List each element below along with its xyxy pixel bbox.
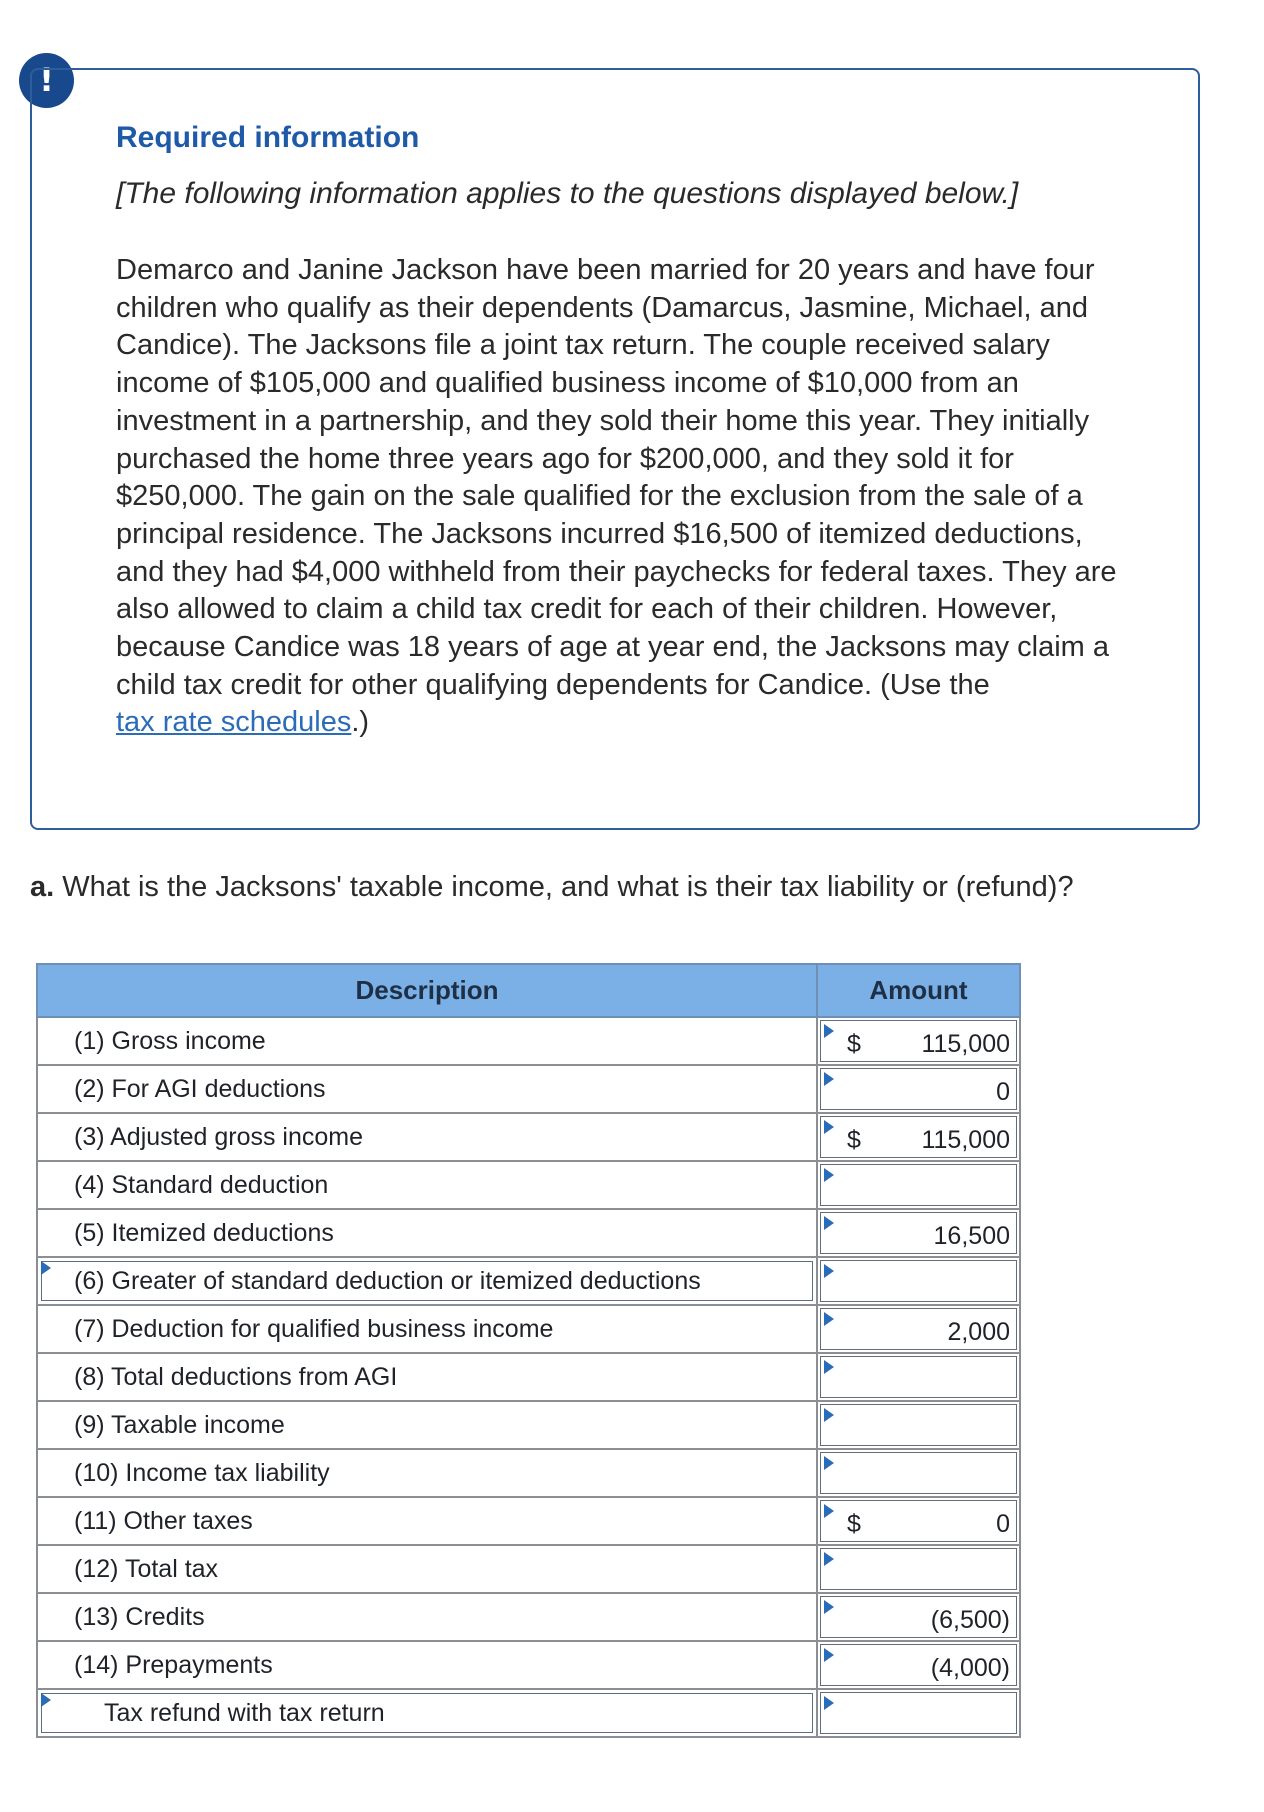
amount-input[interactable]	[820, 1308, 1017, 1350]
row-description-cell	[37, 1593, 817, 1641]
amount-input[interactable]	[820, 1020, 1017, 1062]
row-label: (14) Prepayments	[74, 1650, 273, 1679]
tax-rate-schedules-link[interactable]: tax rate schedules	[116, 706, 352, 739]
row-label: (8) Total deductions from AGI	[74, 1362, 398, 1391]
table-row	[37, 1161, 1020, 1209]
row-label: (13) Credits	[74, 1602, 205, 1631]
amount-value: 0	[996, 1510, 1010, 1538]
row-amount-cell	[817, 1305, 1020, 1353]
answer-flag-icon	[824, 1696, 834, 1710]
info-body-text: Demarco and Janine Jackson have been married for 20 years and have four children who qualify as their dependents (Damarcus, Jasmine, Michael, and Candice). The Jacksons file a joint tax return. The couple received salary income of $105,000 and qualified business income of $10,000 from an investment in a partnership, and they sold their home this year. They initially purchased the home three years ago for $200,000, and they sold it for $250,000. The gain on the sale qualified for the exclusion from the sale of a principal residence. The Jacksons incurred $16,500 of itemized deductions, and they had $4,000 withheld from their paychecks for federal taxes. They are also allowed to claim a child tax credit for each of their children. However, because Candice was 18 years of age at year end, the Jacksons may claim a child tax credit for other qualifying dependents for Candice. (Use the	[116, 254, 1117, 701]
amount-header: Amount	[817, 964, 1020, 1017]
amount-input[interactable]	[820, 1692, 1017, 1734]
row-amount-cell	[817, 1401, 1020, 1449]
row-amount-cell	[817, 1209, 1020, 1257]
dollar-sign: $	[847, 1126, 861, 1154]
row-label: (2) For AGI deductions	[74, 1074, 326, 1103]
answer-flag-icon	[824, 1216, 834, 1230]
row-amount-cell	[817, 1545, 1020, 1593]
amount-input[interactable]	[820, 1596, 1017, 1638]
amount-input[interactable]	[820, 1260, 1017, 1302]
row-amount-cell	[817, 1353, 1020, 1401]
answer-flag-icon	[824, 1552, 834, 1566]
info-title: Required information	[116, 121, 420, 154]
row-description-cell	[37, 1545, 817, 1593]
answer-flag-icon	[824, 1504, 834, 1518]
amount-input[interactable]	[820, 1212, 1017, 1254]
row-description-cell	[37, 1641, 817, 1689]
table-row	[37, 1209, 1020, 1257]
row-label: (12) Total tax	[74, 1554, 219, 1583]
description-header: Description	[37, 964, 817, 1017]
row-description-cell	[37, 1305, 817, 1353]
amount-value: 0	[996, 1078, 1010, 1106]
row-amount-cell	[817, 1641, 1020, 1689]
row-description-cell	[37, 1113, 817, 1161]
row-label: (7) Deduction for qualified business income	[74, 1314, 554, 1343]
row-description-cell	[37, 1401, 817, 1449]
info-body	[116, 252, 1126, 742]
dollar-sign: $	[847, 1510, 861, 1538]
required-information-panel	[30, 68, 1200, 830]
row-label: (3) Adjusted gross income	[74, 1122, 364, 1151]
tax-worksheet-table	[36, 963, 1021, 1738]
row-label: (4) Standard deduction	[74, 1170, 329, 1199]
table-row	[37, 1065, 1020, 1113]
row-description-cell	[37, 1497, 817, 1545]
table-row	[37, 1113, 1020, 1161]
row-description-cell[interactable]	[37, 1689, 817, 1737]
row-label: (1) Gross income	[74, 1026, 266, 1055]
amount-value: (6,500)	[930, 1606, 1010, 1634]
amount-input[interactable]	[820, 1356, 1017, 1398]
answer-flag-icon	[824, 1264, 834, 1278]
table-header-row	[37, 964, 1020, 1017]
amount-value: 115,000	[921, 1030, 1010, 1058]
amount-input[interactable]	[820, 1164, 1017, 1206]
row-amount-cell	[817, 1017, 1020, 1065]
table-row	[37, 1257, 1020, 1305]
amount-input[interactable]	[820, 1644, 1017, 1686]
row-description-cell	[37, 1017, 817, 1065]
row-label: (5) Itemized deductions	[74, 1218, 334, 1247]
amount-value: 115,000	[921, 1126, 1010, 1154]
table-row	[37, 1689, 1020, 1737]
amount-value: 16,500	[933, 1222, 1010, 1250]
table-row	[37, 1305, 1020, 1353]
row-description-cell	[37, 1065, 817, 1113]
table-row	[37, 1497, 1020, 1545]
row-label: (11) Other taxes	[74, 1506, 253, 1535]
row-amount-cell	[817, 1593, 1020, 1641]
row-label: (9) Taxable income	[74, 1410, 285, 1439]
row-description-cell[interactable]	[37, 1257, 817, 1305]
answer-flag-icon	[824, 1312, 834, 1326]
row-description-cell	[37, 1449, 817, 1497]
alert-icon: !	[19, 53, 74, 108]
answer-flag-icon	[824, 1408, 834, 1422]
amount-value: (4,000)	[930, 1654, 1010, 1682]
row-description-cell	[37, 1353, 817, 1401]
row-description-cell	[37, 1209, 817, 1257]
amount-input[interactable]	[820, 1500, 1017, 1542]
amount-input[interactable]	[820, 1452, 1017, 1494]
table-row	[37, 1401, 1020, 1449]
table-row	[37, 1545, 1020, 1593]
answer-flag-icon	[824, 1360, 834, 1374]
table-row	[37, 1641, 1020, 1689]
row-amount-cell	[817, 1689, 1020, 1737]
amount-value: 2,000	[947, 1318, 1010, 1346]
amount-input[interactable]	[820, 1116, 1017, 1158]
question-label: a.	[30, 871, 55, 903]
table-row	[37, 1593, 1020, 1641]
amount-input[interactable]	[820, 1548, 1017, 1590]
row-amount-cell	[817, 1065, 1020, 1113]
info-body-end: .)	[351, 706, 370, 739]
question-text: What is the Jacksons' taxable income, and what is their tax liability or (refund)?	[62, 871, 1074, 903]
row-amount-cell	[817, 1161, 1020, 1209]
question-a	[30, 869, 1074, 905]
table-row	[37, 1353, 1020, 1401]
row-label: (10) Income tax liability	[74, 1458, 330, 1487]
table-row	[37, 1449, 1020, 1497]
amount-input[interactable]	[820, 1068, 1017, 1110]
dollar-sign: $	[847, 1030, 861, 1058]
answer-flag-icon	[41, 1693, 51, 1707]
answer-flag-icon	[824, 1072, 834, 1086]
table-row	[37, 1017, 1020, 1065]
row-label: Tax refund with tax return	[104, 1698, 385, 1727]
answer-flag-icon	[41, 1261, 51, 1275]
row-amount-cell	[817, 1257, 1020, 1305]
answer-flag-icon	[824, 1024, 834, 1038]
row-label: (6) Greater of standard deduction or itemized deductions	[74, 1266, 701, 1295]
info-subtitle: [The following information applies to the questions displayed below.]	[116, 177, 1019, 210]
amount-input[interactable]	[820, 1404, 1017, 1446]
answer-flag-icon	[824, 1648, 834, 1662]
answer-flag-icon	[824, 1168, 834, 1182]
row-amount-cell	[817, 1449, 1020, 1497]
answer-flag-icon	[824, 1456, 834, 1470]
row-description-cell	[37, 1161, 817, 1209]
row-amount-cell	[817, 1497, 1020, 1545]
row-amount-cell	[817, 1113, 1020, 1161]
answer-flag-icon	[824, 1120, 834, 1134]
answer-flag-icon	[824, 1600, 834, 1614]
